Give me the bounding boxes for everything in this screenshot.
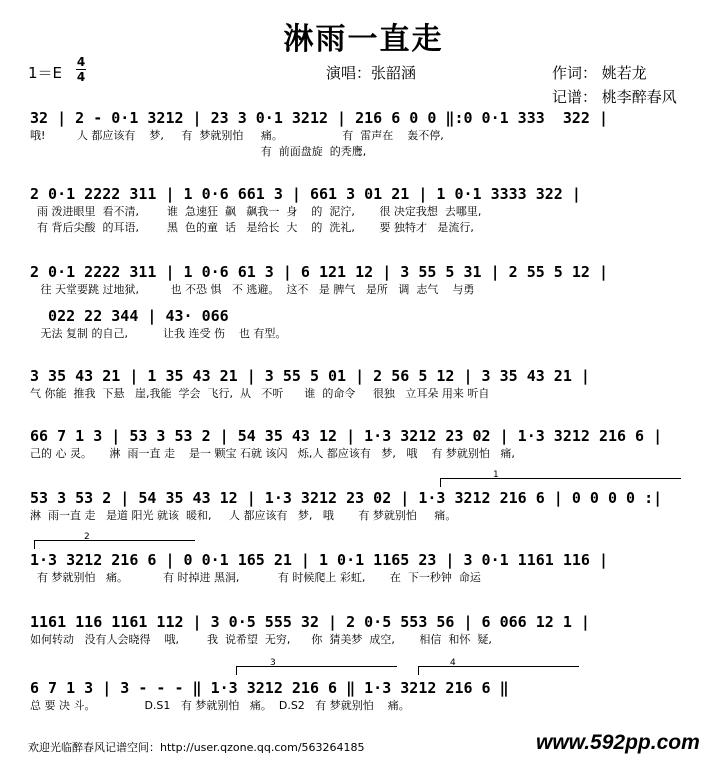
- ending-bracket-4: [418, 666, 579, 675]
- notation-line: 6 7 1 3 | 3 - - - ‖ 1·3 3212 216 6 ‖ 1·3 3212 216 6 ‖: [30, 679, 509, 697]
- lyricist-credit: 作词： 姚若龙: [552, 64, 647, 82]
- ending-number-3: 3: [270, 658, 276, 668]
- lyric-line: 淋 雨一直 走 是道 阳光 就该 暖和, 人 都应该有 梦, 哦 有 梦就别怕 痛。: [30, 509, 457, 522]
- lyric-line: 往 天堂要跳 过地狱, 也 不恐 惧 不 逃避。 这不 是 脾气 是所 调 志气 与勇: [30, 283, 475, 296]
- time-signature: [76, 56, 86, 83]
- lyric-line: 总 要 决 斗。 D.S1 有 梦就别怕 痛。 D.S2 有 梦就别怕 痛。: [30, 699, 410, 712]
- notation-line: 32 | 2 - 0·1 3212 | 23 3 0·1 3212 | 216 6 0 0 ‖:0 0·1 333 322 |: [30, 109, 608, 127]
- score-system-6: [30, 488, 690, 524]
- notation-line: 2 0·1 2222 311 | 1 0·6 661 3 | 661 3 01 21 | 1 0·1 3333 322 |: [30, 185, 581, 203]
- score-system-8: [30, 612, 690, 648]
- transcriber-credit: 记谱： 桃李醉春风: [552, 88, 677, 106]
- score-system-5: [30, 426, 690, 462]
- key-signature: 1＝E: [28, 64, 63, 82]
- score-system-3: [30, 262, 690, 298]
- score-system-1: [30, 108, 690, 160]
- lyric-line: 哦! 人 都应该有 梦, 有 梦就别怕 痛。 有 雷声在 轰不停,: [30, 129, 444, 142]
- ending-bracket-3: [236, 666, 397, 675]
- score-system-7: [30, 550, 690, 586]
- ending-number-1: 1: [493, 470, 499, 480]
- ending-bracket-1: [440, 478, 681, 487]
- ending-bracket-2: [34, 540, 195, 549]
- notation-line: 022 22 344 | 43· 066: [30, 307, 229, 325]
- notation-line: 66 7 1 3 | 53 3 53 2 | 54 35 43 12 | 1·3 3212 23 02 | 1·3 3212 216 6 |: [30, 427, 663, 445]
- lyric-line: 有 背后尖酸 的耳语, 黑 色的童 话 是给长 大 的 洗礼, 要 独特才 是流行,: [30, 221, 474, 234]
- lyric-line: 无法 复制 的自己, 让我 连受 伤 也 有型。: [30, 327, 287, 340]
- page-title: 淋雨一直走: [283, 22, 444, 57]
- score-system-9: [30, 678, 690, 714]
- score-system-2: [30, 184, 690, 236]
- lyric-line: 如何转动 没有人会晓得 哦, 我 说希望 无穷, 你 猜美梦 成空, 相信 和怀 疑,: [30, 633, 492, 646]
- notation-line: 1161 116 1161 112 | 3 0·5 555 32 | 2 0·5 553 56 | 6 066 12 1 |: [30, 613, 590, 631]
- lyric-line: 有 梦就别怕 痛。 有 时掉进 黑洞, 有 时候爬上 彩虹, 在 下一秒钟 命运: [30, 571, 481, 584]
- lyric-line: 有 前面盘旋 的秃鹰,: [30, 145, 367, 158]
- ending-number-2: 2: [84, 532, 90, 542]
- lyric-line: 雨 泼进眼里 看不清, 谁 急速狂 飙 飙我一 身 的 泥泞, 很 决定我想 去哪里,: [30, 205, 482, 218]
- time-signature-top: 4: [76, 55, 86, 69]
- lyric-line: 己的 心 灵。 淋 雨一直 走 是一 颗宝 石就 该闪 烁,人 都应该有 梦, 哦 有 梦就别怕 痛,: [30, 447, 515, 460]
- ending-number-4: 4: [450, 658, 456, 668]
- notation-line: 2 0·1 2222 311 | 1 0·6 61 3 | 6 121 12 | 3 55 5 31 | 2 55 5 12 |: [30, 263, 608, 281]
- lyric-line: 气 你能 推我 下悬 崖,我能 学会 飞行, 从 不听 谁 的命令 很独 立耳朵 用来 听自: [30, 387, 490, 400]
- site-watermark: www.592pp.com: [536, 731, 700, 754]
- score-system-4: [30, 366, 690, 402]
- notation-line: 1·3 3212 216 6 | 0 0·1 165 21 | 1 0·1 1165 23 | 3 0·1 1161 116 |: [30, 551, 608, 569]
- notation-line: 53 3 53 2 | 54 35 43 12 | 1·3 3212 23 02 | 1·3 3212 216 6 | 0 0 0 0 :|: [30, 489, 663, 507]
- time-signature-bottom: 4: [76, 70, 86, 84]
- singer-credit: 演唱：张韶涵: [326, 64, 417, 82]
- score-system-3b: [30, 306, 690, 342]
- notation-line: 3 35 43 21 | 1 35 43 21 | 3 55 5 01 | 2 56 5 12 | 3 35 43 21 |: [30, 367, 590, 385]
- footer-text: 欢迎光临醉春风记谱空间：http://user.qzone.qq.com/563264185: [28, 741, 365, 754]
